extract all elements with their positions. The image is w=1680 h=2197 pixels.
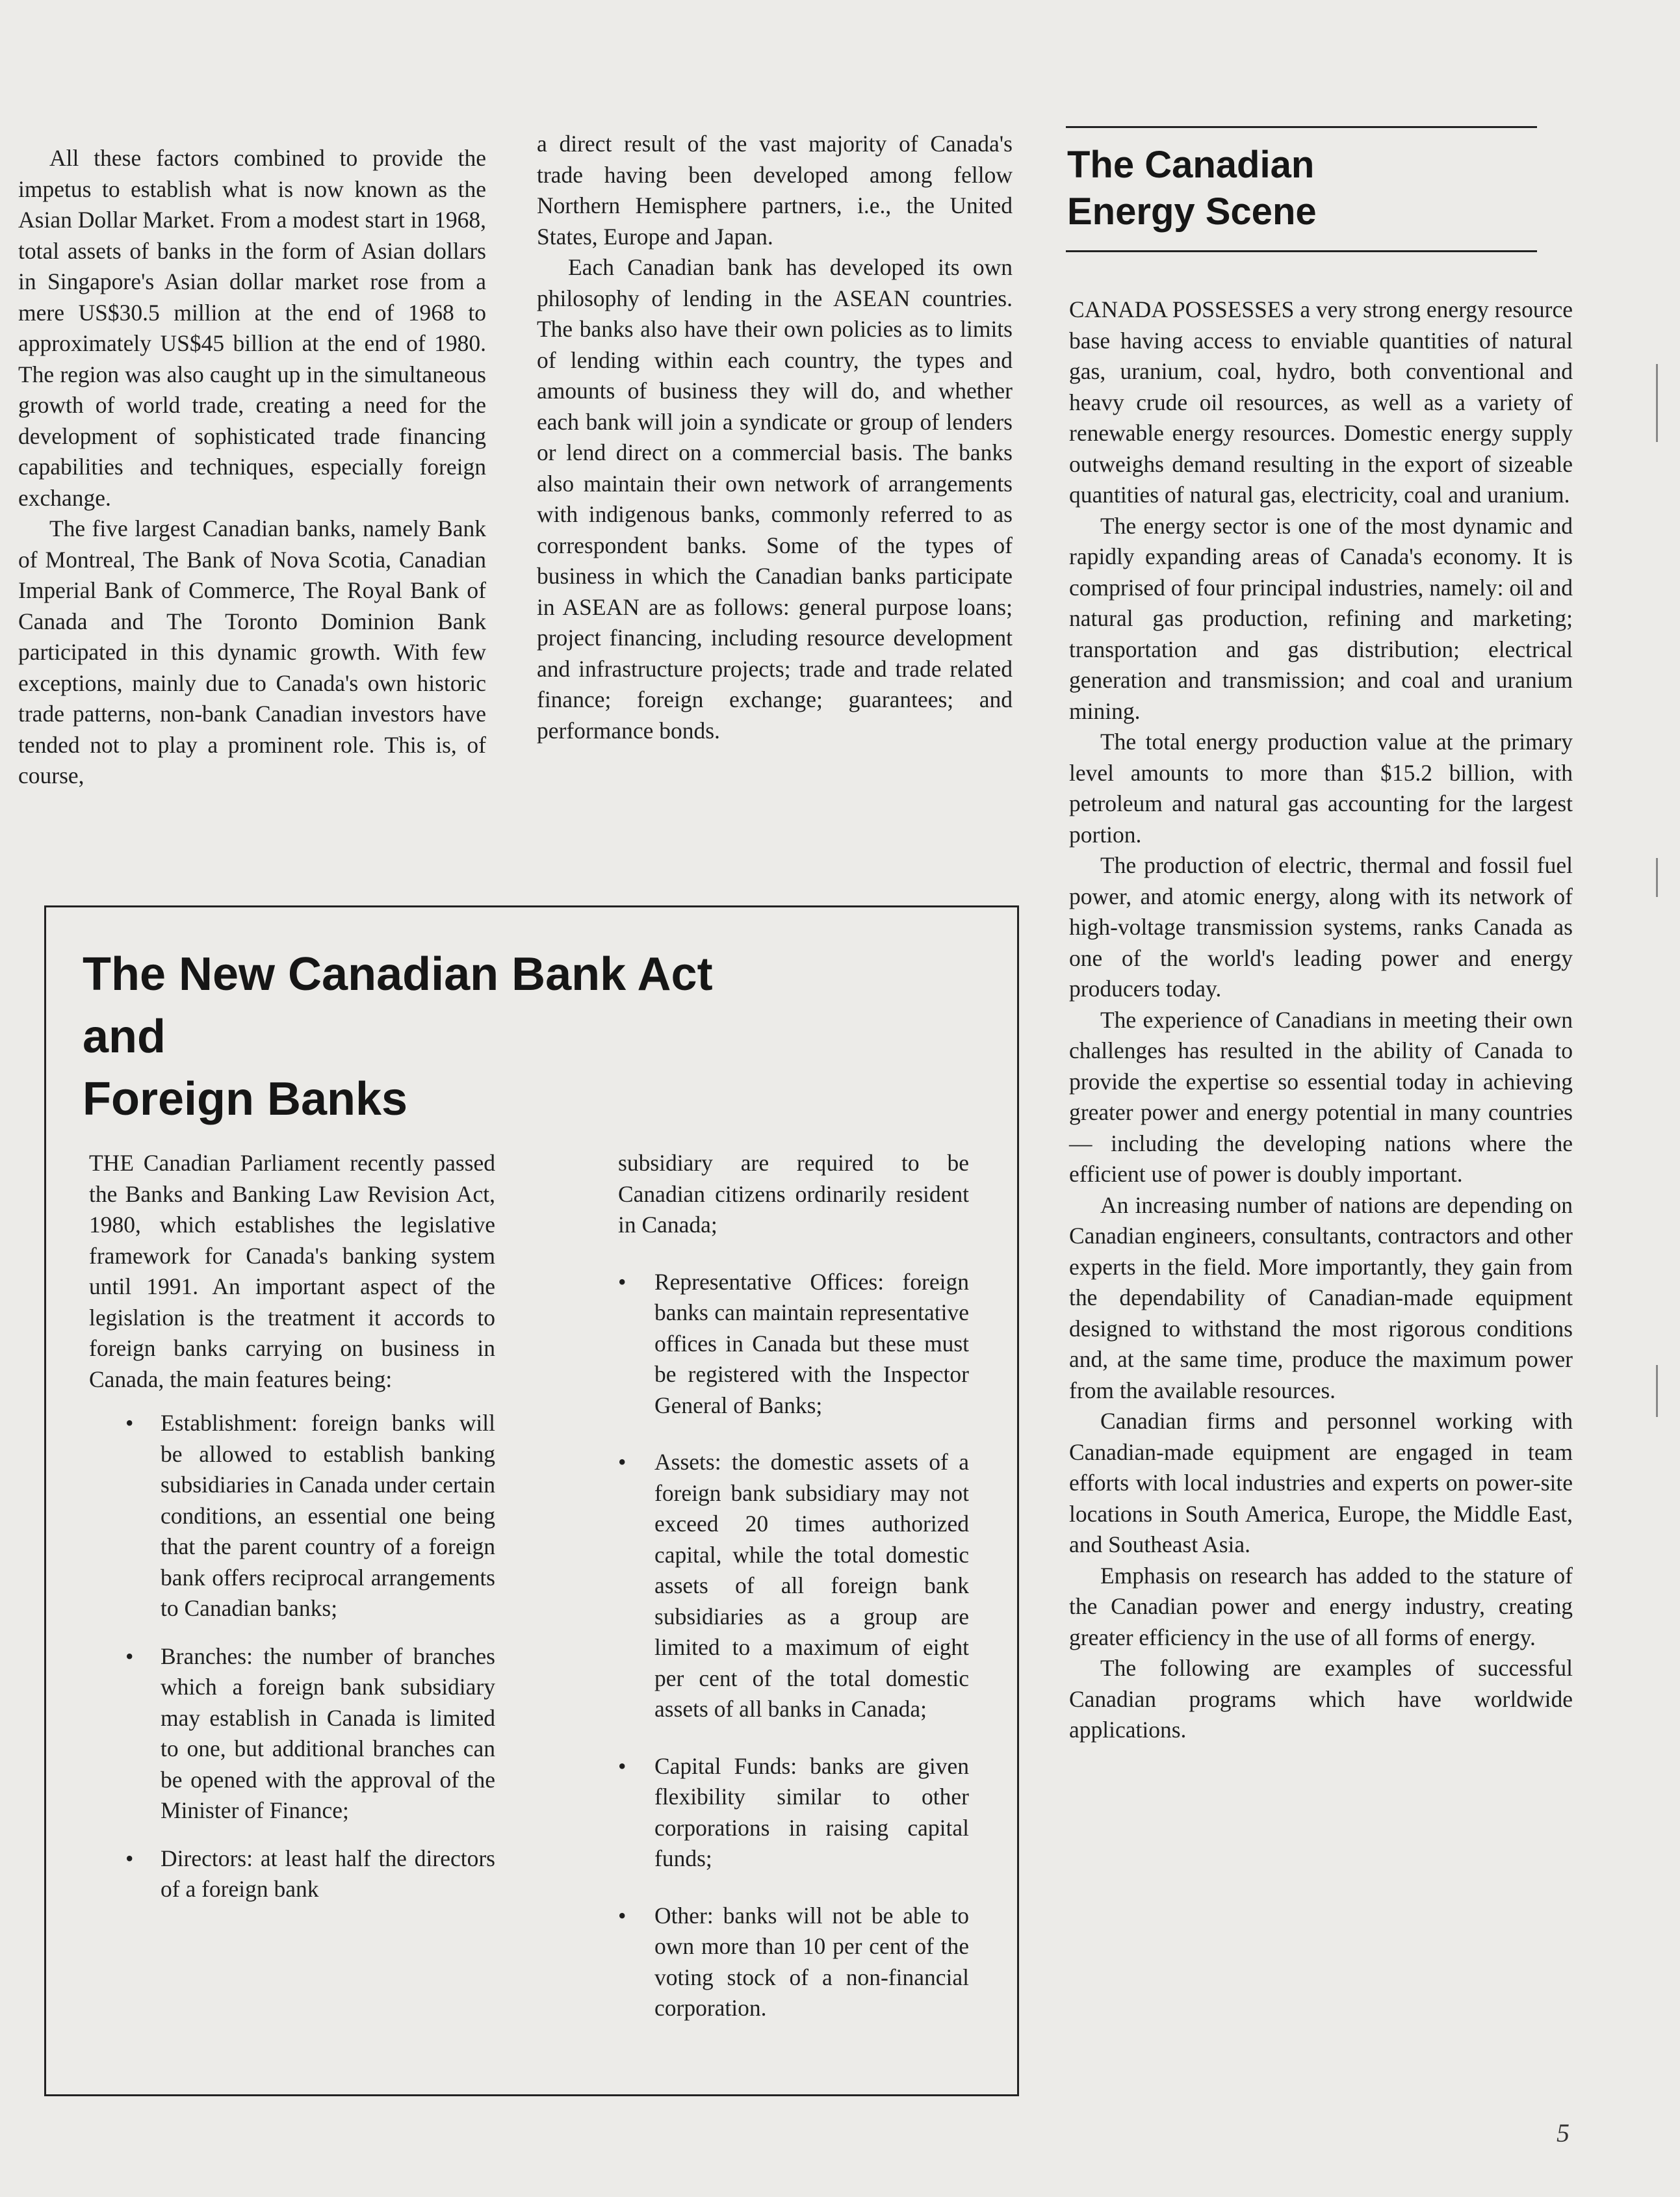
- column-left: [18, 143, 486, 792]
- margin-mark: [1656, 1365, 1658, 1417]
- heading-line: Energy Scene: [1067, 190, 1317, 233]
- bullet-list: [89, 1408, 495, 1905]
- column-right-energy: [1069, 294, 1573, 1746]
- heading-line: Foreign Banks: [83, 1073, 408, 1125]
- paragraph: THE Canadian Parliament recently passed the Banks and Banking Law Revision Act, 1980, which establishes the legislative framework for Canada's banking system until 1991. An important aspect of the legislation is the treatment it accords to foreign banks carrying on business in Canada, the main features being:: [89, 1150, 495, 1392]
- energy-section-heading: [1067, 142, 1535, 235]
- paragraph: Canadian firms and personnel working with Canadian-made equipment are engaged in team efforts with local industries and experts on power-site locations in South America, Europe, the Middle East, and Southeast Asia.: [1069, 1408, 1573, 1557]
- margin-mark: [1656, 858, 1658, 897]
- list-item: • Representative Offices: foreign banks can maintain representative offices in Canada but these must be registered with the Inspector General of Banks;: [618, 1267, 969, 1422]
- list-item: • Establishment: foreign banks will be allowed to establish banking subsidiaries in Canada under certain conditions, an essential one being that the parent country of a foreign bank offers reciprocal arrangements to Canadian banks;: [89, 1408, 495, 1624]
- paragraph: The five largest Canadian banks, namely Bank of Montreal, The Bank of Nova Scotia, Canadian Imperial Bank of Commerce, The Royal Bank of Canada and The Toronto Dominion Bank participated in this dynamic growth. With few exceptions, mainly due to Canada's own historic trade patterns, non-bank Canadian investors have tended not to play a prominent role. This is, of course,: [18, 515, 486, 788]
- paragraph: The energy sector is one of the most dynamic and rapidly expanding areas of Canada's economy. It is comprised of four principal industries, namely: oil and natural gas production, refining and marketing; transportation and gas distribution; electrical generation and transmission; and coal and uranium mining.: [1069, 512, 1573, 724]
- paragraph: Each Canadian bank has developed its own philosophy of lending in the ASEAN countries. The banks also have their own policies as to limits of lending within each country, the types and amounts of business they will do, and whether each bank will join a syndicate or group of lenders or lend direct on a commercial basis. The banks also maintain their own network of arrangements with indigenous banks, commonly referred to as correspondent banks. Some of the types of business in which the Canadian banks participate in ASEAN are as follows: general purpose loans; project financing, including resource development and infrastructure projects; trade and trade related finance; foreign exchange; guarantees; and performance bonds.: [537, 254, 1013, 744]
- column-middle: [537, 129, 1013, 746]
- paragraph: An increasing number of nations are depending on Canadian engineers, consultants, contractors and other experts in the field. More importantly, they gain from the dependability of Canadian-made equipment designed to withstand the most rigorous conditions and, at the same time, produce the maximum power from the available resources.: [1069, 1191, 1573, 1403]
- list-item: • Capital Funds: banks are given flexibility similar to other corporations in raising capital funds;: [618, 1751, 969, 1875]
- paragraph: The following are examples of successful Canadian programs which have worldwide applications.: [1069, 1655, 1573, 1743]
- paragraph: a direct result of the vast majority of Canada's trade having been developed among fellow Northern Hemisphere partners, i.e., the United States, Europe and Japan.: [537, 131, 1013, 250]
- paragraph: subsidiary are required to be Canadian citizens ordinarily resident in Canada;: [618, 1150, 969, 1238]
- paragraph: The experience of Canadians in meeting their own challenges has resulted in the ability of Canada to provide the expertise so essential today in achieving greater power and energy potential in many countries — including the developing nations where the efficient use of power is doubly important.: [1069, 1006, 1573, 1187]
- list-item: • Assets: the domestic assets of a foreign bank subsidiary may not exceed 20 times authorized capital, while the total domestic assets of all foreign bank subsidiaries as a group are limited to a maximum of eight per cent of the total domestic assets of all banks in Canada;: [618, 1447, 969, 1725]
- heading-rule-top: [1066, 126, 1537, 128]
- bank-act-heading: [83, 943, 927, 1130]
- paragraph: The production of electric, thermal and fossil fuel power, and atomic energy, along with its network of high-voltage transmission systems, ranks Canada as one of the world's leading power and energy producers today.: [1069, 852, 1573, 1002]
- bank-act-sidebar-box: [44, 905, 1019, 2096]
- bank-act-right-column: [618, 1148, 969, 2050]
- heading-line: and: [83, 1011, 166, 1063]
- paragraph: Emphasis on research has added to the stature of the Canadian power and energy industry, creating greater efficiency in the use of all forms of energy.: [1069, 1562, 1573, 1650]
- bank-act-left-column: [89, 1148, 495, 1922]
- page-number: 5: [1557, 2118, 1570, 2148]
- list-item: • Other: banks will not be able to own more than 10 per cent of the voting stock of a non-financial corporation.: [618, 1901, 969, 2024]
- margin-mark: [1656, 364, 1658, 442]
- list-item: • Branches: the number of branches which a foreign bank subsidiary may establish in Canada is limited to one, but additional branches can be opened with the approval of the Minister of Finance;: [89, 1641, 495, 1826]
- list-item: • Directors: at least half the directors of a foreign bank: [89, 1843, 495, 1905]
- heading-line: The New Canadian Bank Act: [83, 948, 713, 1000]
- paragraph: The total energy production value at the primary level amounts to more than $15.2 billion, with petroleum and natural gas accounting for the largest portion.: [1069, 729, 1573, 848]
- paragraph: All these factors combined to provide the impetus to establish what is now known as the Asian Dollar Market. From a modest start in 1968, total assets of banks in the form of Asian dollars in Singapore's Asian dollar market rose from a mere US$30.5 million at the end of 1968 to approximately US$45 billion at the end of 1980. The region was also caught up in the simultaneous growth of world trade, creating a need for the development of sophisticated trade financing capabilities and techniques, especially foreign exchange.: [18, 145, 486, 511]
- paragraph: CANADA POSSESSES a very strong energy resource base having access to enviable quantities of natural gas, uranium, coal, hydro, both conventional and heavy crude oil resources, as well as a variety of renewable energy resources. Domestic energy supply outweighs demand resulting in the export of sizeable quantities of natural gas, electricity, coal and uranium.: [1069, 296, 1573, 508]
- bullet-list: [618, 1267, 969, 2024]
- heading-rule-bottom: [1066, 250, 1537, 252]
- heading-line: The Canadian: [1067, 144, 1315, 186]
